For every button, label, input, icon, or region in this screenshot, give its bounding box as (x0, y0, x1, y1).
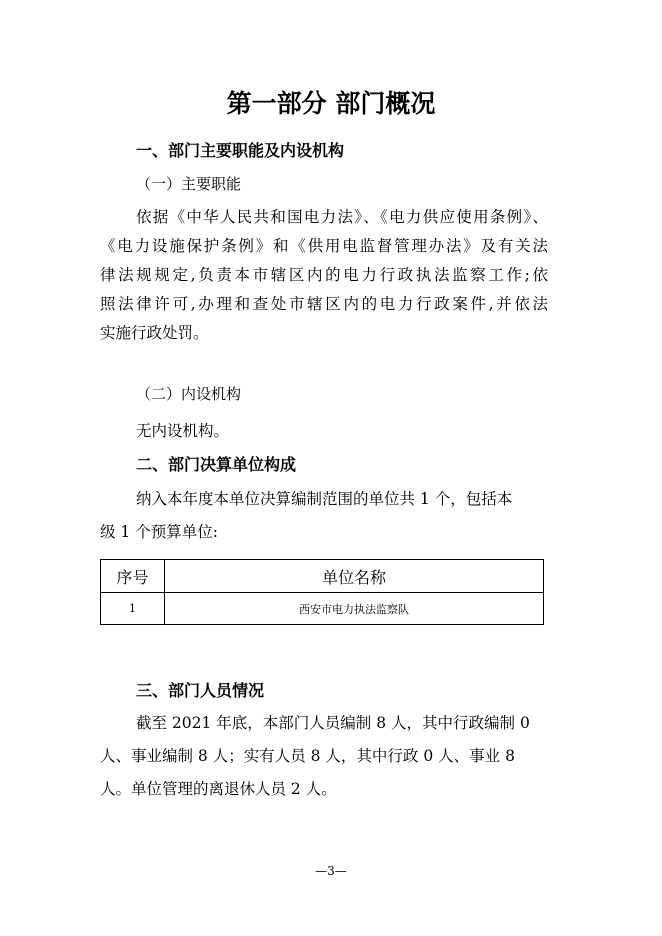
paragraph-line: 《电力设施保护条例》和《供用电监督管理办法》及有关法 (100, 237, 548, 255)
units-table (100, 559, 544, 625)
table-header-index: 序号 (101, 560, 165, 592)
paragraph-line: 依据《中华人民共和国电力法》、《电力供应使用条例》、 (136, 208, 548, 226)
paragraph-line: 实施行政处罚。 (100, 324, 209, 342)
staff-paragraph (100, 712, 560, 811)
subsection-1-heading: （一）主要职能 (136, 175, 242, 193)
page-number: —3— (315, 864, 347, 878)
section-3-heading: 三、部门人员情况 (136, 681, 265, 700)
units-paragraph (100, 488, 548, 554)
table-header-unit-name: 单位名称 (321, 567, 386, 587)
subsection-2-heading: （二）内设机构 (136, 385, 242, 403)
paragraph-line: 截至 2021 年底，本部门人员编制 8 人，其中行政编制 0 (136, 714, 530, 732)
table-row (101, 593, 543, 624)
section-2-heading: 二、部门决算单位构成 (136, 455, 297, 474)
table-cell-unit-name: 西安市电力执法监察队 (299, 602, 409, 616)
section-1-heading: 一、部门主要职能及内设机构 (136, 141, 345, 160)
functions-paragraph (100, 206, 548, 351)
paragraph-line: 律法规规定,负责本市辖区内的电力行政执法监察工作;依 (100, 266, 548, 284)
page-title: 第一部分 部门概况 (226, 89, 436, 118)
paragraph-line: 照法律许可,办理和查处市辖区内的电力行政案件,并依法 (100, 295, 548, 313)
table-cell-index: 1 (101, 593, 165, 624)
paragraph-line: 人、事业编制 8 人；实有人员 8 人，其中行政 0 人、事业 8 (100, 747, 515, 765)
table-header-row (101, 560, 543, 593)
paragraph-line: 纳入本年度本单位决算编制范围的单位共 1 个，包括本 (136, 490, 513, 508)
internal-org-text: 无内设机构。 (136, 422, 230, 440)
paragraph-line: 人。单位管理的离退休人员 2 人。 (100, 780, 337, 798)
paragraph-line: 级 1 个预算单位: (100, 523, 218, 541)
